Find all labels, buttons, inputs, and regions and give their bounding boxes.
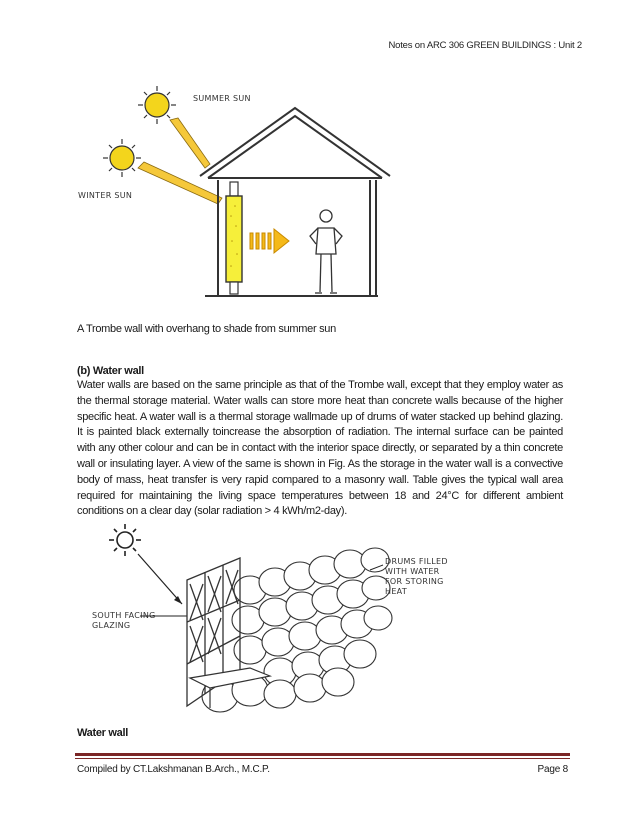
section-heading: (b) Water wall (77, 365, 144, 377)
drums-label-line3: FOR STORING (385, 577, 444, 586)
footer-author: Compiled by CT.Lakshmanan B.Arch., M.C.P. (77, 764, 270, 775)
summer-sun-icon (138, 86, 176, 124)
figure1-caption: A Trombe wall with overhang to shade from summer sun (77, 323, 336, 335)
water-drums (202, 548, 392, 712)
drums-label-line4: HEAT (385, 587, 408, 596)
page-header: Notes on ARC 306 GREEN BUILDINGS : Unit 2 (388, 40, 582, 51)
trombe-wall-figure (60, 76, 460, 316)
person-figure (310, 210, 342, 293)
footer-rule-thin (75, 758, 570, 759)
summer-sun-label: SUMMER SUN (193, 94, 251, 103)
water-wall-figure (70, 520, 450, 725)
heat-arrow-icon (250, 229, 289, 253)
body-paragraph: Water walls are based on the same principle as that of the Trombe wall, except that they employ water as the thermal storage material. Water walls can store more heat than concrete walls because of the higher specific heat. A water wall is a thermal storage wallmade up of drums of water stacked up behind glazing. It is painted black externally toincrease the absorption of radiation. The internal surface can be painted with any other colour and can be in contact with the interior space directly, or separated by a thin concrete wall or insulating layer. A view of the same is shown in Fig. As the storage in the water wall is a convective body of mass, heat transfer is very rapid compared to a masonry wall. Table gives the typical wall area required for maintaining the living space temperatures between 18 and 24°C for different ambient conditions on a clear day (solar radiation > 4 kWh/m2-day). (77, 379, 563, 518)
sun-icon (109, 524, 141, 556)
trombe-wall (226, 182, 242, 294)
winter-sun-icon (103, 139, 141, 177)
glazing-label-line2: GLAZING (92, 621, 131, 630)
figure2-caption: Water wall (77, 727, 128, 739)
drums-label-line1: DRUMS FILLED (385, 557, 448, 566)
page-number: Page 8 (537, 764, 568, 775)
summer-ray (170, 118, 210, 168)
glazing-label-line1: SOUTH FACING (92, 611, 156, 620)
drums-label-line2: WITH WATER (385, 567, 440, 576)
sun-ray (138, 554, 182, 604)
footer-rule (75, 753, 570, 756)
winter-sun-label: WINTER SUN (78, 191, 133, 200)
